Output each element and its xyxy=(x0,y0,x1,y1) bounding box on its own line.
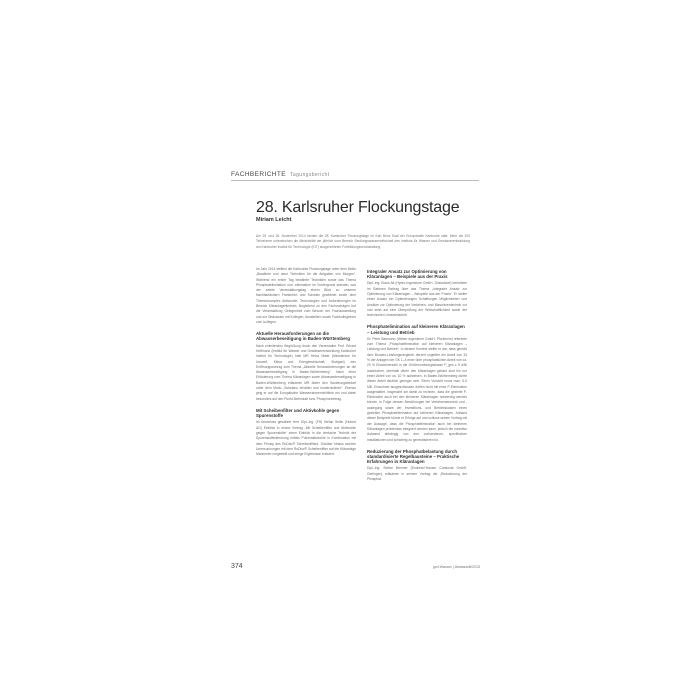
header-divider xyxy=(231,180,479,181)
subsection-label: Tagungsbericht xyxy=(290,171,330,178)
left-column xyxy=(256,267,356,463)
page-footer xyxy=(231,563,480,573)
body-paragraph: Im Jahr 2014 stellten die Karlsruher Flockungstage unter dem Motto „Bewährte und neue Techniken für die Aufgaben von Morgen“. Während ein erster Tag bewährte Techniken sowie das Thema Phosphatelimination und -elimination im Vordergrund standen, war der zweite Veranstaltungstag einem Blick zu unseren Nachbarländern Frankreich und Schweiz gewidmet sowie dem Themenkomplex Aktivkohle. Technologien und Anforderungen im Bereich Kläranlagenbetrieb. Begleitend zu den Fachvorträgen bot die Veranstaltung Gelegenheit zum Besuch der Fachausstellung und zur Diskussion mit Kollegen, Ausstellern sowie Fachkolleginnen und -kollegen. xyxy=(256,267,356,324)
body-paragraph: Nach einleitenden Begrüßung durch den Veranstalter Prof. Erhard Hoffmann (Institut für Wasser und Gewässerentwicklung Karlsruher Institut für Technologie) hielt MR Heinz Maier (Ministerium für Umwelt, Klima und Energiewirtschaft, Stuttgart) den Eröffnungsvortrag zum Thema „Aktuelle Herausforderungen an die Abwasserbeseitigung in Baden-Württemberg“. Nach einer Erläuterung zum Thema Kläranlagen sowie Abwasserbeseitigung in Baden-Württemberg erläuterte MR Maier den Sanierungsbedarf unter dem Motto „Substanz erhalten und modernisieren“. Ebenso ging er auf die Europäische Wasserrahmenrichtlinie ein und dabei besonders auf den Punkt Mehrstufe bzw. Phosphoreintrag. xyxy=(256,343,356,401)
section-label: FACHBERICHTE xyxy=(231,171,287,178)
section-heading: Integraler Ansatz zur Optimierung von Kläranlagen – Beispiele aus der Praxis xyxy=(367,269,448,280)
body-paragraph: Dr. Peter Baumann (Weber-Ingenieure GmbH, Pforzheim) referierte zum Thema „Phosphatelimination auf kleineren Kläranlagen – Leistung und Betrieb“. In diesem Kontext stellte er dar, dass gemäß dem Bundes-Leistungsvergleich derzeit ungefähr ein Anteil von 33 % der Anlagen der GK 1–4 einer über phosphatischen Anteil von ca. 20 % Einwohnerzahl in die Größenordnungsklasse P_ges ≤ 9 a/Nl austrischen, oberhalb deren den Kläranlagen gebaut sind hin nur einen Anteil von ca. 10 % aufweisen. In Baden-Württemberg dürfte dieser Anteil deutlich geringer sein. Einen Vorsicht muss man, 6,5 Mill. Einwohner ausgeschlossen dürfen nicht mit einer P-Elimination ausgestattet. Insgesamt sei damit zu rechnen, dass die gezielte P-Elimination auch bei den kleineren Kläranlagen notwendig werden könnte, in Folge dessen Bemühungen bei Verfahrenstechnik und -auslegung sowie der Investitions- und Betriebskosten einen gezielten Phosphatelimination auf kleineren Kläranlagen. Anhand dieser Beispiele könne er Erfolge auf und schloss seinen Vortrag mit der Aussage, dass die Phosphatelimination auch bei kleineren Kläranlagen problemlos integriert werden kann, jedoch die investive Aufwand abhängig von den vorhandenen, spezifischen Installationen und schwierig zu generalisieren ist. xyxy=(367,336,467,442)
section-heading: Mit Scheibenfilter und Aktivkohle gegen Spurenstoffe xyxy=(256,407,340,419)
section-heading: Phosphatelimination auf kleineren Kläranlagen – Leistung und Betrieb xyxy=(367,324,465,335)
page-number: 374 xyxy=(231,563,243,570)
body-paragraph: Dipl.-Ing. Klaus Alt (Hydro-Ingenieure GmbH, Düsseldorf) berichtete im Rahmen Beitrag über das Thema „Integraler Ansatz zur Optimierung von Kläranlagen – Beispiele aus der Praxis“. Er stellte einen Ansatz bei Optimierungen Schaffungen Möglichkeiten und Ansätze zur Optimierung der Verfahren- und Maschinentechnik vor und setzt auf eine Überprüfung der Wirtschaftlichkeit sowie der technischen Umsetzbarkeit. xyxy=(367,281,467,318)
section-header xyxy=(231,171,330,178)
section-heading: Aktuelle Herausforderungen an die Abwasserbeseitigung in Baden-Württemberg xyxy=(256,331,350,342)
article-author: Miriam Leicht xyxy=(256,217,292,223)
right-column xyxy=(367,265,467,488)
body-paragraph: Dipl.-Ing. Stefan Brenner (Endress+Hauser Conducta GmbH, Gerlingen) erläuterte in seinem Vortrag die „Reduzierung der Phosphat- xyxy=(367,466,467,482)
body-paragraph: Im Anschluss gewährte Herr Dipl.-Ing. (FH) Stefan Seiler (Hubert AG) Einblick in einem Vortrag „Mit Scheibenfilter und Aktivkohle gegen Spurenstoffe“ einen Einblick in die vierfache Technik der Spurenstoffentfernung mittels Pulveraktivkohle in Kombination mit dem Prinzip des RoDisc® Scheibenfilters. Darüber hinaus wurden Untersuchungen mit dem RoDisc® Scheibenfilter auf der Kläranlage Mannheim vorgestellt und einige Ergebnisse erläutert. xyxy=(256,420,356,457)
section-heading: Reduzierung der Phosphatbelastung durch standardisierte Regelbausteine – Praktische Erfahrungen in Kläranlagen xyxy=(367,448,460,465)
journal-name: gwf-Wasser | Abwasser xyxy=(433,565,471,569)
article-intro: Am 25. und 26. November 2014 fanden die 28. Karlsruher Flockungstage im Karl Benz Saal der Europahalle Karlsruhe statt. Mehr als 200 Teilnehmer unterstrichen die Attraktivität der jährlich vom Bereich Siedlungswasserwirtschaft des Instituts für Wasser und Gewässerentwicklung am Karlsruher Institut für Technologie (KIT) ausgerichteten Fortbildungsveranstaltung. xyxy=(256,234,470,249)
journal-issue: 3/2015 xyxy=(469,565,480,569)
article-title: 28. Karlsruher Flockungstage xyxy=(256,198,460,216)
